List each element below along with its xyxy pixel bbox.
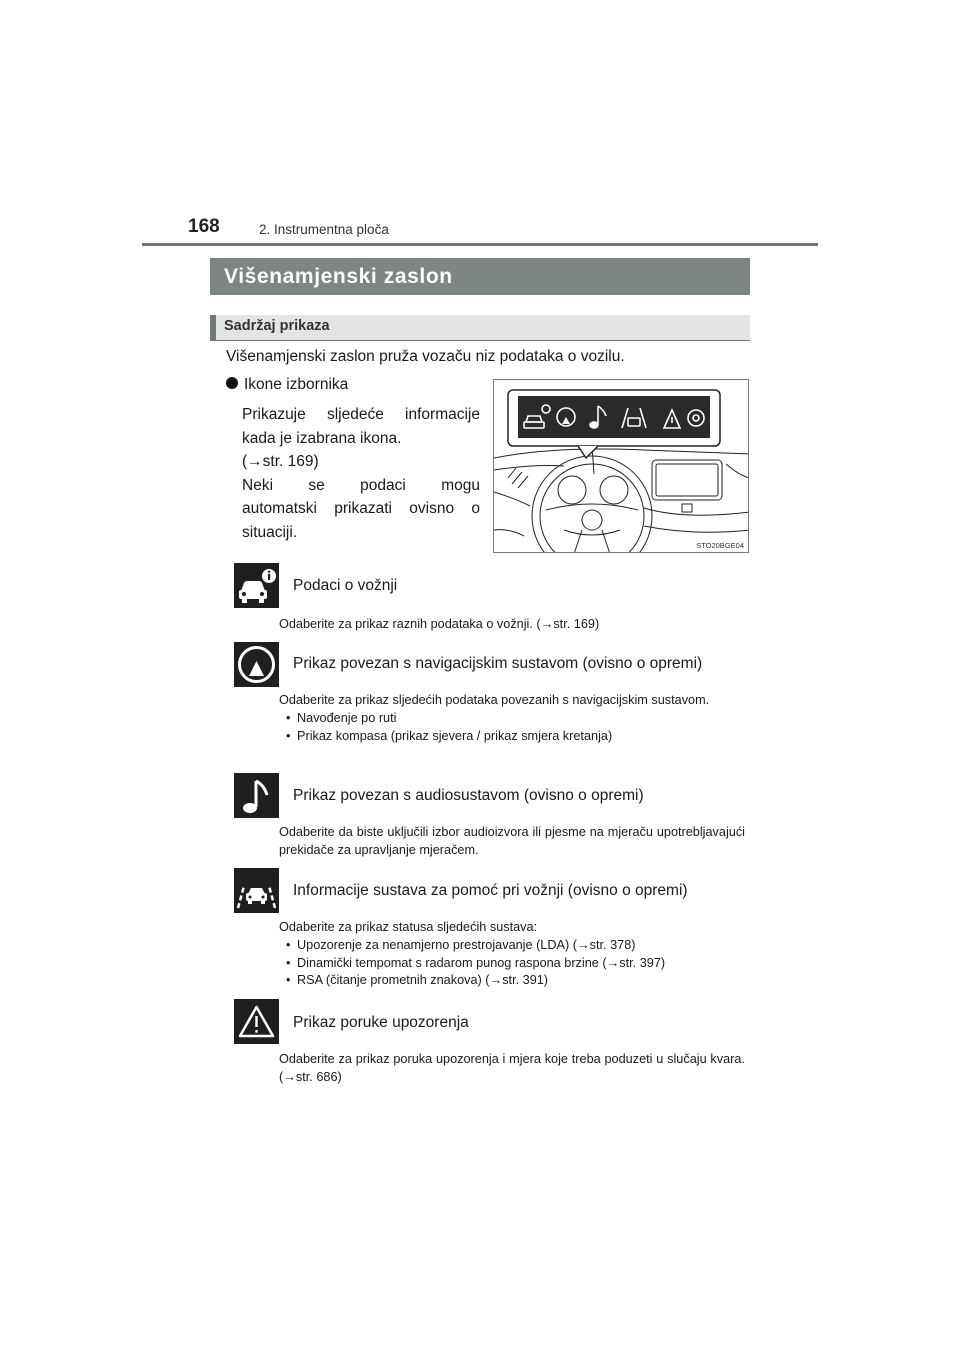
navigation-icon bbox=[234, 642, 279, 687]
item-title: Informacije sustava za pomoć pri vožnji (ovisno o opremi) bbox=[293, 882, 688, 899]
menu-desc-line: situaciji. bbox=[242, 523, 298, 541]
figure-code: STO20BGE04 bbox=[696, 541, 744, 550]
section-title: Višenamjenski zaslon bbox=[210, 258, 750, 295]
page-number: 168 bbox=[188, 216, 220, 237]
menu-desc-line: kada je izabrana ikona. bbox=[242, 429, 402, 447]
item-desc-text: Odaberite za prikaz sljedećih podataka povezanih s navigacijskim sustavom. bbox=[279, 693, 710, 707]
item-desc-text: Odaberite da biste uključili izbor audioizvora ili pjesme na mjeraču upotrebljavajući prekidače za upravljanje mjeračem. bbox=[279, 825, 745, 857]
item-bullet: • Upozorenje za nenamjerno prestrojavanje (LDA) (→str. 378) bbox=[279, 937, 745, 955]
item-description bbox=[279, 616, 745, 634]
car-info-icon bbox=[234, 563, 279, 608]
header-rule bbox=[142, 243, 818, 246]
subsection-title: Sadržaj prikaza bbox=[224, 318, 330, 334]
music-note-icon-graphic bbox=[234, 773, 279, 818]
item-desc-text: Odaberite za prikaz poruka upozorenja i mjera koje treba poduzeti u slučaju kvara. (→str. 686) bbox=[279, 1052, 745, 1084]
item-description bbox=[279, 824, 745, 860]
intro-text: Višenamjenski zaslon pruža vozaču niz podataka o vozilu. bbox=[226, 348, 625, 365]
item-desc-text: Odaberite za prikaz statusa sljedećih sustava: bbox=[279, 920, 538, 934]
subsection-accent bbox=[210, 315, 216, 340]
item-bullet: • Dinamički tempomat s radarom punog raspona brzine (→str. 397) bbox=[279, 955, 745, 973]
item-bullet-list bbox=[279, 937, 745, 990]
dashboard-illustration bbox=[494, 380, 749, 553]
item-bullet: • RSA (čitanje prometnih znakova) (→str. 391) bbox=[279, 972, 745, 990]
item-description bbox=[279, 1051, 745, 1087]
warning-icon-graphic bbox=[234, 999, 279, 1044]
menu-desc-line: Prikazuje sljedeće informacije bbox=[242, 406, 480, 423]
item-title: Prikaz povezan s navigacijskim sustavom (ovisno o opremi) bbox=[293, 655, 703, 672]
navigation-icon-graphic bbox=[234, 642, 279, 687]
item-bullet: • Prikaz kompasa (prikaz sjevera / prikaz smjera kretanja) bbox=[279, 728, 745, 746]
menu-icons-description bbox=[242, 403, 480, 544]
item-bullet-list bbox=[279, 710, 745, 746]
item-desc-text: Odaberite za prikaz raznih podataka o vožnji. (→str. 169) bbox=[279, 617, 600, 631]
menu-desc-line: automatski prikazati ovisno o bbox=[242, 500, 480, 517]
warning-icon bbox=[234, 999, 279, 1044]
menu-icons-heading bbox=[226, 376, 348, 394]
menu-desc-line: (→str. 169) bbox=[242, 453, 319, 470]
driving-assist-icon-graphic bbox=[234, 868, 279, 913]
dashboard-figure bbox=[493, 379, 749, 553]
subsection-bar bbox=[210, 315, 750, 341]
menu-icons-label: Ikone izbornika bbox=[244, 376, 349, 393]
music-note-icon bbox=[234, 773, 279, 818]
item-description bbox=[279, 692, 745, 745]
item-title: Podaci o vožnji bbox=[293, 577, 398, 594]
car-info-icon-graphic bbox=[234, 563, 279, 608]
chapter-title: 2. Instrumentna ploča bbox=[259, 222, 389, 237]
item-title: Prikaz povezan s audiosustavom (ovisno o opremi) bbox=[293, 787, 644, 804]
bullet-dot bbox=[226, 377, 238, 389]
menu-desc-line: Neki se podaci mogu bbox=[242, 476, 480, 494]
item-description bbox=[279, 919, 745, 990]
item-bullet: • Navođenje po ruti bbox=[279, 710, 745, 728]
item-title: Prikaz poruke upozorenja bbox=[293, 1014, 469, 1031]
driving-assist-icon bbox=[234, 868, 279, 913]
